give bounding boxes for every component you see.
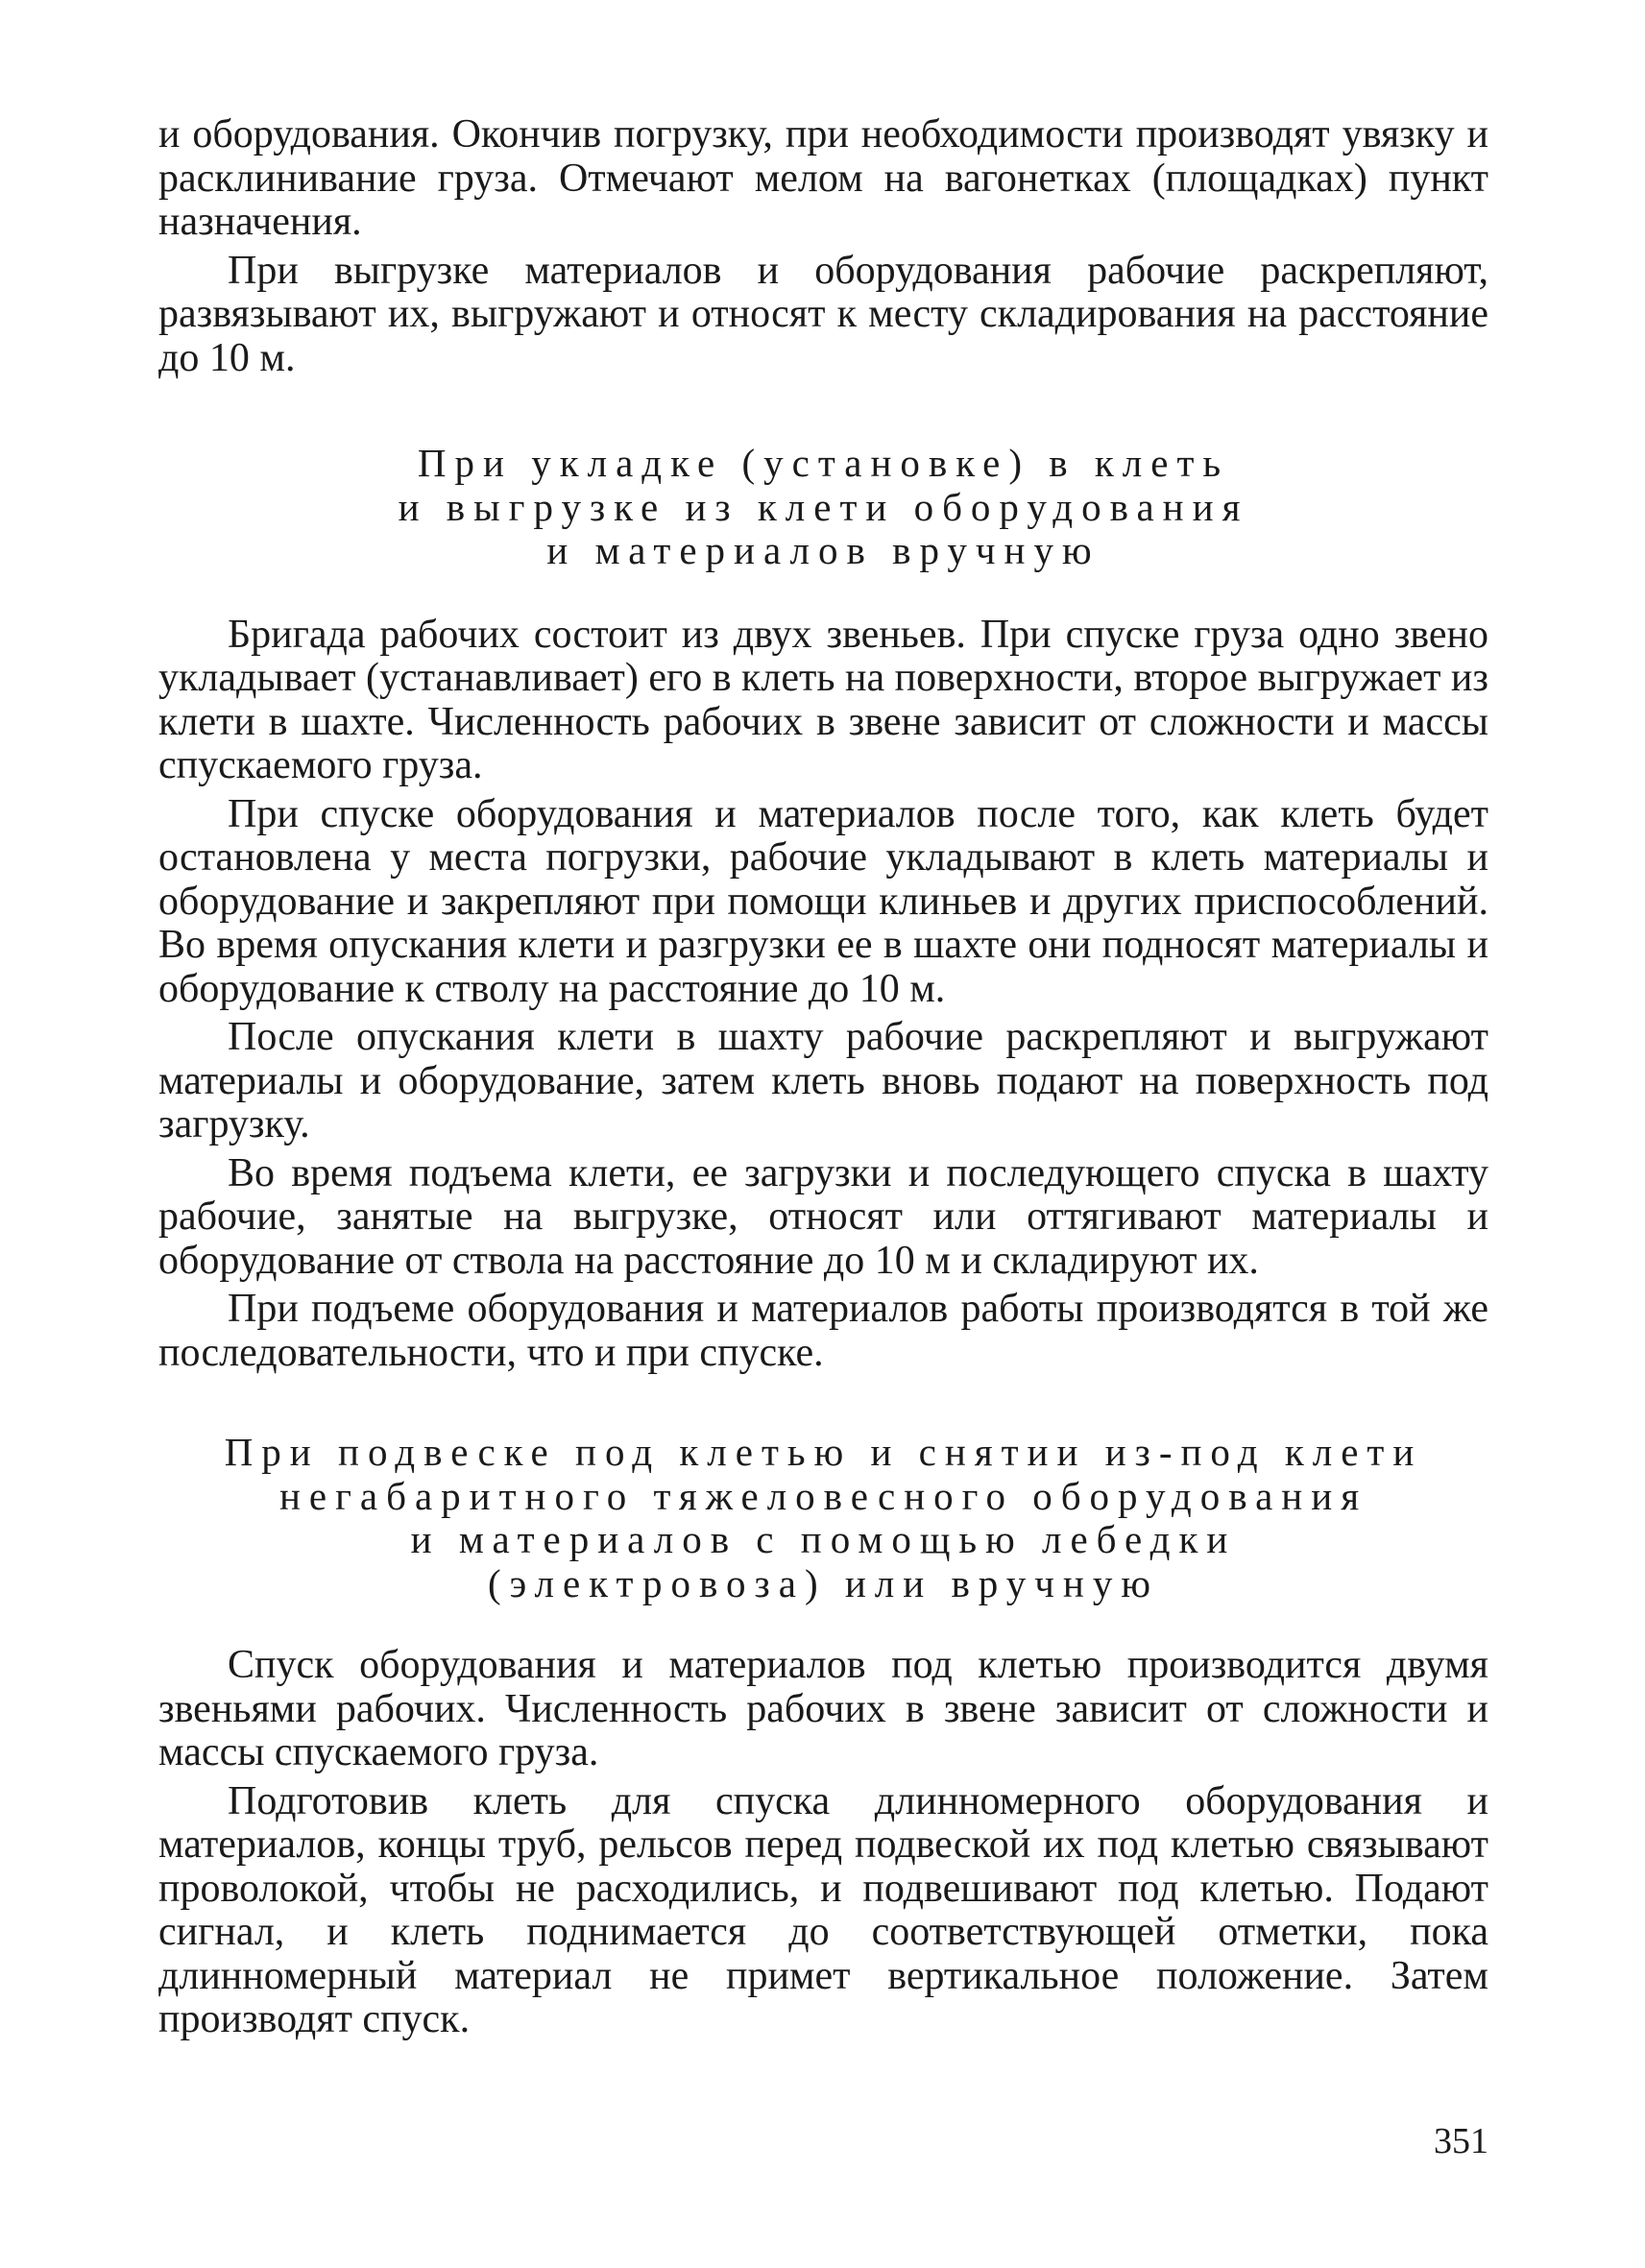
section1-paragraph: При спуске оборудования и материалов после того, как клеть будет остановлена у места погрузки, рабочие укладывают в клеть материалы и оборудование и закрепляют при помощи клиньев и других приспособлений. Во время опускания клети и разгрузки ее в шахте они подносят материалы и оборудование к стволу на расстояние до 10 м. xyxy=(158,791,1488,1011)
section1-paragraph: После опускания клети в шахту рабочие раскрепляют и выгружают материалы и оборудование, затем клеть вновь подают на поверхность под загрузку. xyxy=(158,1015,1488,1146)
section2-paragraph: Подготовив клеть для спуска длинномерного оборудования и материалов, концы труб, рельсов перед подвеской их под клетью связывают проволокой, чтобы не расходились, и подвешивают под клетью. Подают сигнал, и клеть поднимается до соответствующей отметки, пока длинномерный материал не примет вертикальное положение. Затем производят спуск. xyxy=(158,1778,1488,2041)
intro-paragraph-1: и оборудования. Окончив погрузку, при необходимости производят увязку и расклинивание груза. Отмечают мелом на вагонетках (площадках) пункт назначения. xyxy=(158,112,1488,244)
section1-paragraph: Во время подъема клети, ее загрузки и последующего спуска в шахту рабочие, занятые на выгрузке, относят или оттягивают материалы и оборудование от ствола на расстояние до 10 м и складируют их. xyxy=(158,1150,1488,1283)
section1-paragraph: При подъеме оборудования и материалов работы производятся в той же последовательности, что и при спуске. xyxy=(158,1287,1488,1375)
section2-heading xyxy=(158,1431,1488,1605)
section1-paragraph: Бригада рабочих состоит из двух звеньев. При спуске груза одно звено укладывает (устанавливает) его в клеть на поверхности, второе выгружает из клети в шахте. Численность рабочих в звене зависит от сложности и массы спускаемого груза. xyxy=(158,612,1488,787)
section1-heading-line: и выгрузке из клети оборудования xyxy=(398,484,1249,529)
section1-heading xyxy=(158,442,1488,573)
page-body xyxy=(158,113,1488,2047)
intro-paragraph-2: При выгрузке материалов и оборудования рабочие раскрепляют, развязывают их, выгружают и относят к месту складирования на расстояние до 10 м. xyxy=(158,248,1488,380)
section1-heading-line: При укладке (установке) в клеть xyxy=(417,441,1230,485)
section2-heading-line: При подвеске под клетью и снятии из-под клети xyxy=(224,1430,1423,1474)
section2-heading-line: негабаритного тяжеловесного оборудования xyxy=(278,1473,1368,1518)
section1-heading-line: и материалов вручную xyxy=(546,528,1101,572)
page-number: 351 xyxy=(1434,2121,1488,2161)
section2-paragraph: Спуск оборудования и материалов под клетью производится двумя звеньями рабочих. Численность рабочих в звене зависит от сложности и массы спускаемого груза. xyxy=(158,1643,1488,1774)
section2-heading-line: и материалов с помощью лебедки xyxy=(410,1517,1237,1561)
section2-heading-line: (электровоза) или вручную xyxy=(488,1560,1159,1605)
